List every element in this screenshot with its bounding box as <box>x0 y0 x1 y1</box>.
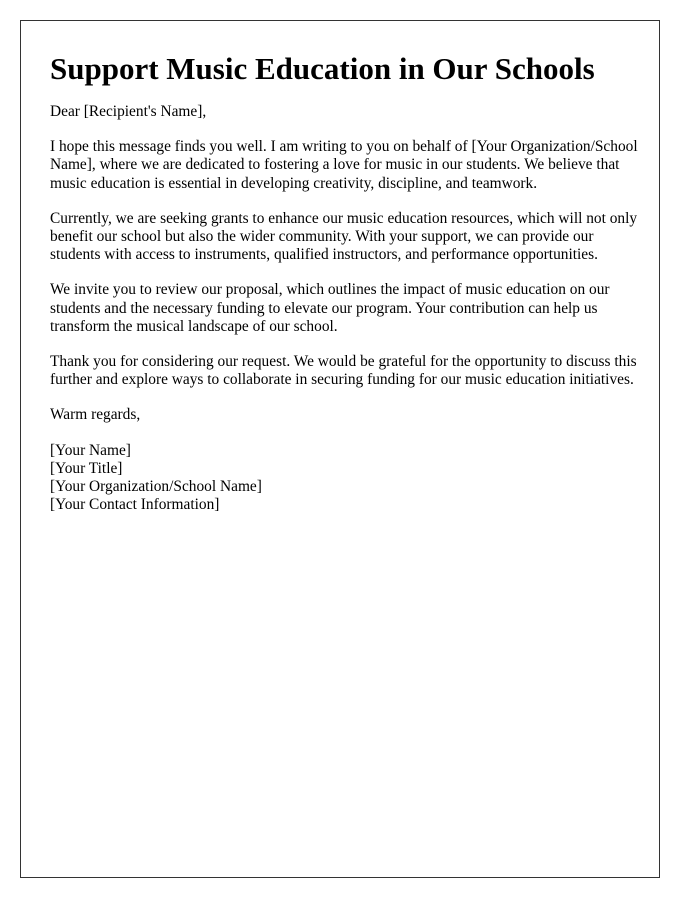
signature-name: [Your Name] <box>50 441 131 459</box>
body-paragraph-2: Currently, we are seeking grants to enhance our music education resources, which will not only benefit our school but also the wider community. With your support, we can provide our students with access to instruments, qualified instructors, and performance opportunities. <box>50 209 638 264</box>
body-paragraph-3: We invite you to review our proposal, which outlines the impact of music education on our students and the necessary funding to elevate our program. Your contribution can help us transform the musical landscape of our school. <box>50 281 610 335</box>
letter-title: Support Music Education in Our Schools <box>50 51 595 86</box>
signature-organization: [Your Organization/School Name] <box>50 478 262 496</box>
letter-content <box>50 49 640 514</box>
closing: Warm regards, <box>50 406 141 424</box>
body-paragraph-1: I hope this message finds you well. I am writing to you on behalf of [Your Organization/School Name], where we are dedicated to fostering a love for music in our students. We believe that music education is essential in developing creativity, discipline, and teamwork. <box>50 138 638 192</box>
signature-title: [Your Title] <box>50 459 123 477</box>
salutation: Dear [Recipient's Name], <box>50 103 207 120</box>
body-paragraph-4: Thank you for considering our request. We would be grateful for the opportunity to discuss this further and explore ways to collaborate in securing funding for our music education initiatives. <box>50 353 637 389</box>
signature-contact: [Your Contact Information] <box>50 496 220 514</box>
letter-page <box>20 20 660 878</box>
signature-block <box>50 442 640 515</box>
